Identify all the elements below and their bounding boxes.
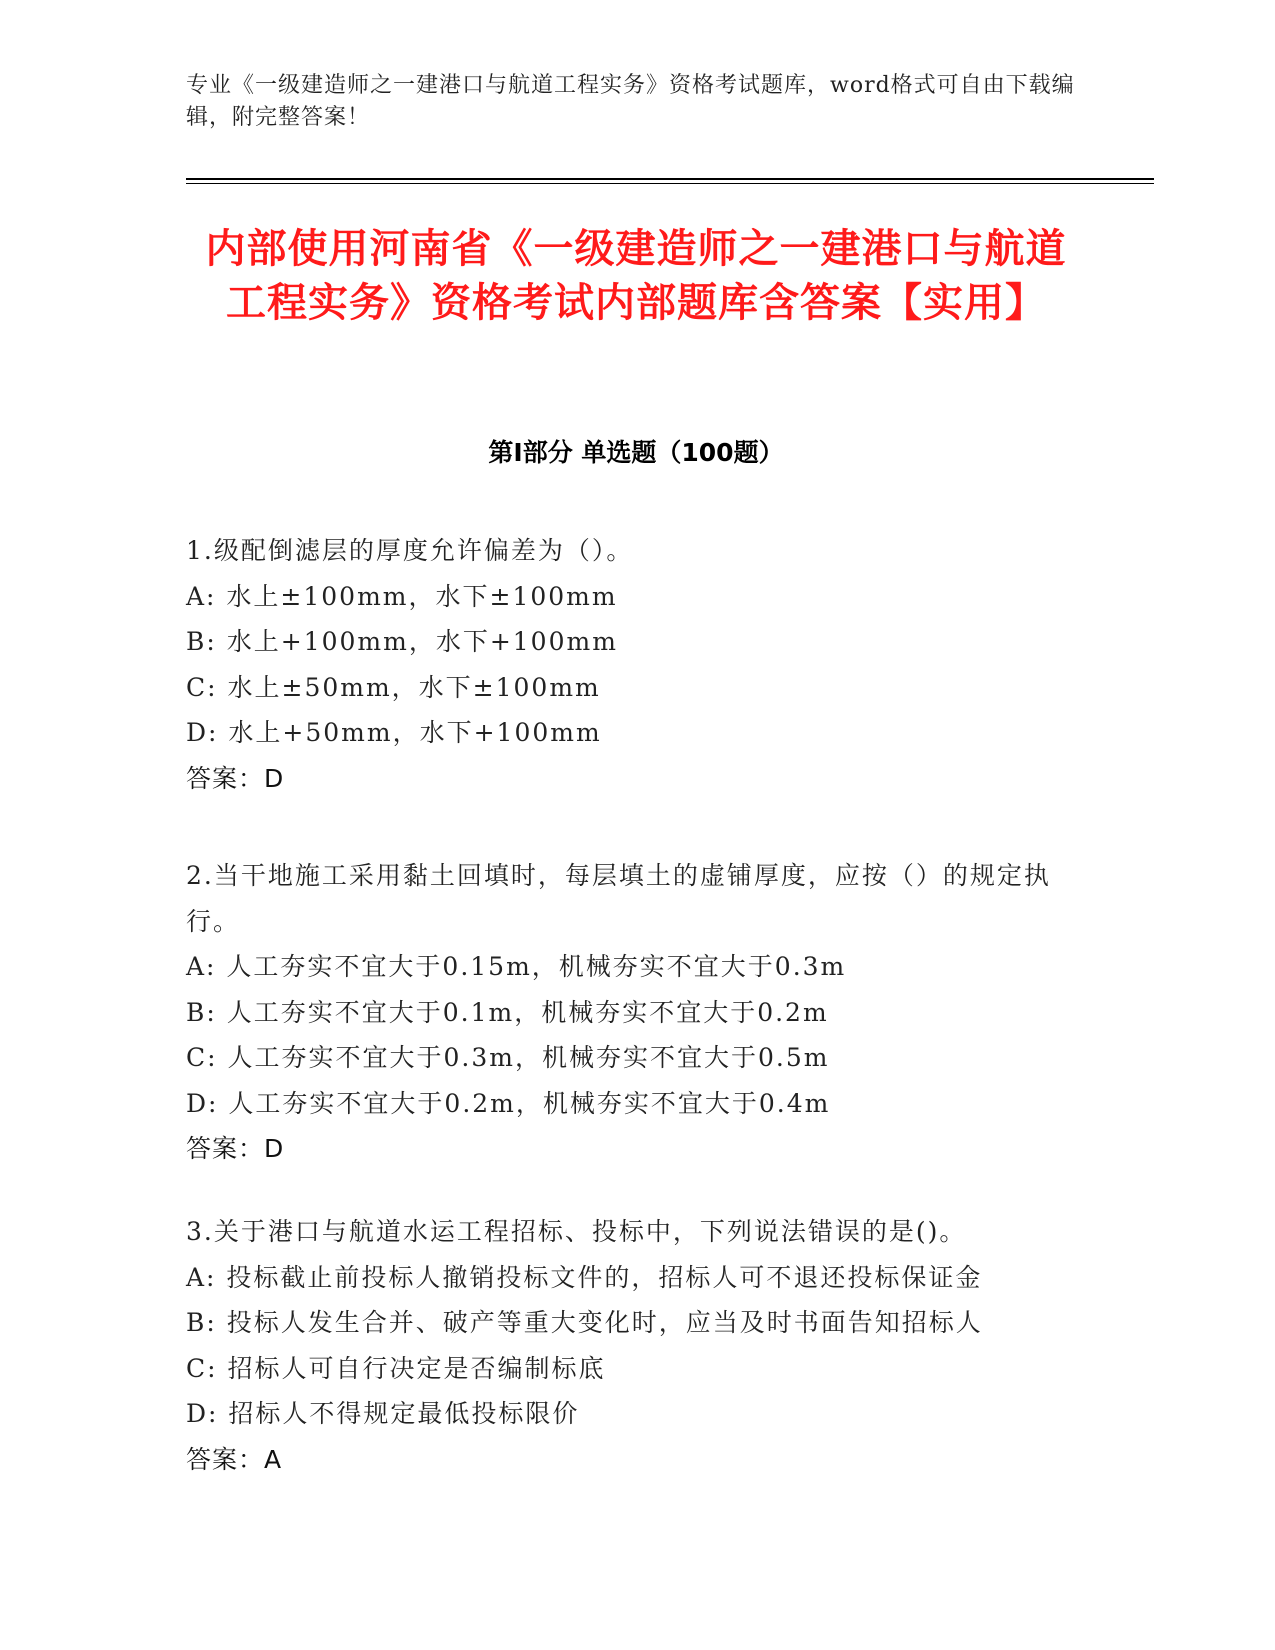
question-block: [186, 1209, 1066, 1482]
section-title: 第Ⅰ部分 单选题（100题）: [488, 438, 784, 467]
option-a: A: 人工夯实不宜大于0.15m，机械夯实不宜大于0.3m: [186, 952, 847, 981]
option-a: A: 水上±100mm，水下±100mm: [186, 581, 618, 611]
answer-line: 答案：A: [186, 1444, 283, 1474]
option-c: C: 招标人可自行决定是否编制标底: [186, 1353, 606, 1383]
question-stem: 1.级配倒滤层的厚度允许偏差为（）。: [186, 536, 634, 565]
option-d: D: 水上+50mm，水下+100mm: [186, 718, 602, 747]
option-b: B: 投标人发生合并、破产等重大变化时，应当及时书面告知招标人: [186, 1308, 983, 1337]
header-note: 专业《一级建造师之一建港口与航道工程实务》资格考试题库，word格式可自由下载编辑，附完整答案！: [186, 73, 1075, 130]
option-b: B: 人工夯实不宜大于0.1m，机械夯实不宜大于0.2m: [186, 997, 829, 1027]
document-title: 内部使用河南省《一级建造师之一建港口与航道工程实务》资格考试内部题库含答案【实用】: [205, 226, 1067, 326]
answer-line: 答案：D: [186, 763, 285, 793]
answer-line: 答案：D: [186, 1134, 285, 1163]
option-c: C: 人工夯实不宜大于0.3m，机械夯实不宜大于0.5m: [186, 1043, 830, 1072]
question-stem: 3.关于港口与航道水运工程招标、投标中，下列说法错误的是()。: [186, 1217, 967, 1246]
option-d: D: 人工夯实不宜大于0.2m，机械夯实不宜大于0.4m: [186, 1088, 831, 1118]
question-block: [186, 853, 1066, 1172]
header-rule-thick: [186, 178, 1154, 180]
question-stem: 2.当干地施工采用黏土回填时，每层填土的虚铺厚度，应按（）的规定执行。: [186, 861, 1051, 936]
question-block: [186, 528, 1066, 801]
option-b: B: 水上+100mm，水下+100mm: [186, 627, 618, 656]
option-d: D: 招标人不得规定最低投标限价: [186, 1399, 580, 1428]
option-c: C: 水上±50mm，水下±100mm: [186, 672, 601, 702]
header-rule-thin: [186, 183, 1154, 184]
option-a: A: 投标截止前投标人撤销投标文件的，招标人可不退还投标保证金: [186, 1262, 983, 1292]
